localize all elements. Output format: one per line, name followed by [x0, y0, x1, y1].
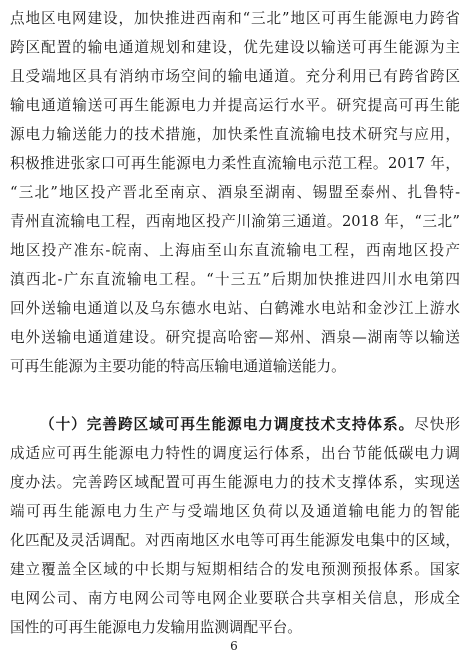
text-line: 源电力输送能力的技术措施，加快柔性直流输电技术研究与应用，: [10, 126, 460, 143]
text-line: 端可再生能源电力生产与受端地区负荷以及通道输电能力的智能: [10, 503, 460, 520]
text-line: 滇西北-广东直流输电工程。“十三五”后期加快推进四川水电第四: [10, 271, 460, 288]
text-line: 地区投产准东-皖南、上海庙至山东直流输电工程，西南地区投产: [10, 242, 460, 259]
text-line: 跨区配置的输电通道规划和建设，优先建设以输送可再生能源为主: [10, 39, 460, 56]
section-heading: （十）完善跨区域可再生能源电力调度技术支持体系。: [40, 416, 415, 433]
text-line: 点地区电网建设，加快推进西南和“三北”地区可再生能源电力跨省: [10, 10, 460, 27]
text-line: 建立覆盖全区域的中长期与短期相结合的发电预测预报体系。国家: [10, 561, 460, 578]
text-line: 电网公司、南方电网公司等电网企业要联合共享相关信息，形成全: [10, 590, 460, 607]
section-first-line: [10, 410, 460, 439]
text-line: 输电通道输送可再生能源电力并提高运行水平。研究提高可再生能: [10, 97, 460, 114]
text-run: 尽快形: [414, 416, 460, 433]
text-line: 度办法。完善跨区域配置可再生能源电力的技术支撑体系，实现送: [10, 474, 460, 491]
page-number: 6: [230, 639, 238, 653]
text-line: 国性的可再生能源电力发输用监测调配平台。: [10, 619, 302, 636]
text-line: 电外送输电通道建设。研究提高哈密—郑州、酒泉—湖南等以输送: [10, 329, 460, 346]
text-line: 成适应可再生能源电力特性的调度运行体系，出台节能低碳电力调: [10, 445, 460, 462]
text-line: 可再生能源为主要功能的特高压输电通道输送能力。: [10, 358, 346, 375]
text-line: 青州直流输电工程，西南地区投产川渝第三通道。2018 年，“三北”: [10, 213, 460, 230]
text-line: 化匹配及灵活调配。对西南地区水电等可再生能源发电集中的区域，: [10, 532, 460, 549]
text-line: 且受端地区具有消纳市场空间的输电通道。充分利用已有跨省跨区: [10, 68, 460, 85]
text-line: “三北”地区投产晋北至南京、酒泉至湖南、锡盟至泰州、扎鲁特-: [10, 184, 460, 201]
text-line: 积极推进张家口可再生能源电力柔性直流输电示范工程。2017 年，: [10, 155, 460, 172]
text-line: 回外送输电通道以及乌东德水电站、白鹤滩水电站和金沙江上游水: [10, 300, 460, 317]
body-paragraph: [10, 4, 460, 381]
section-paragraph: [10, 410, 460, 642]
